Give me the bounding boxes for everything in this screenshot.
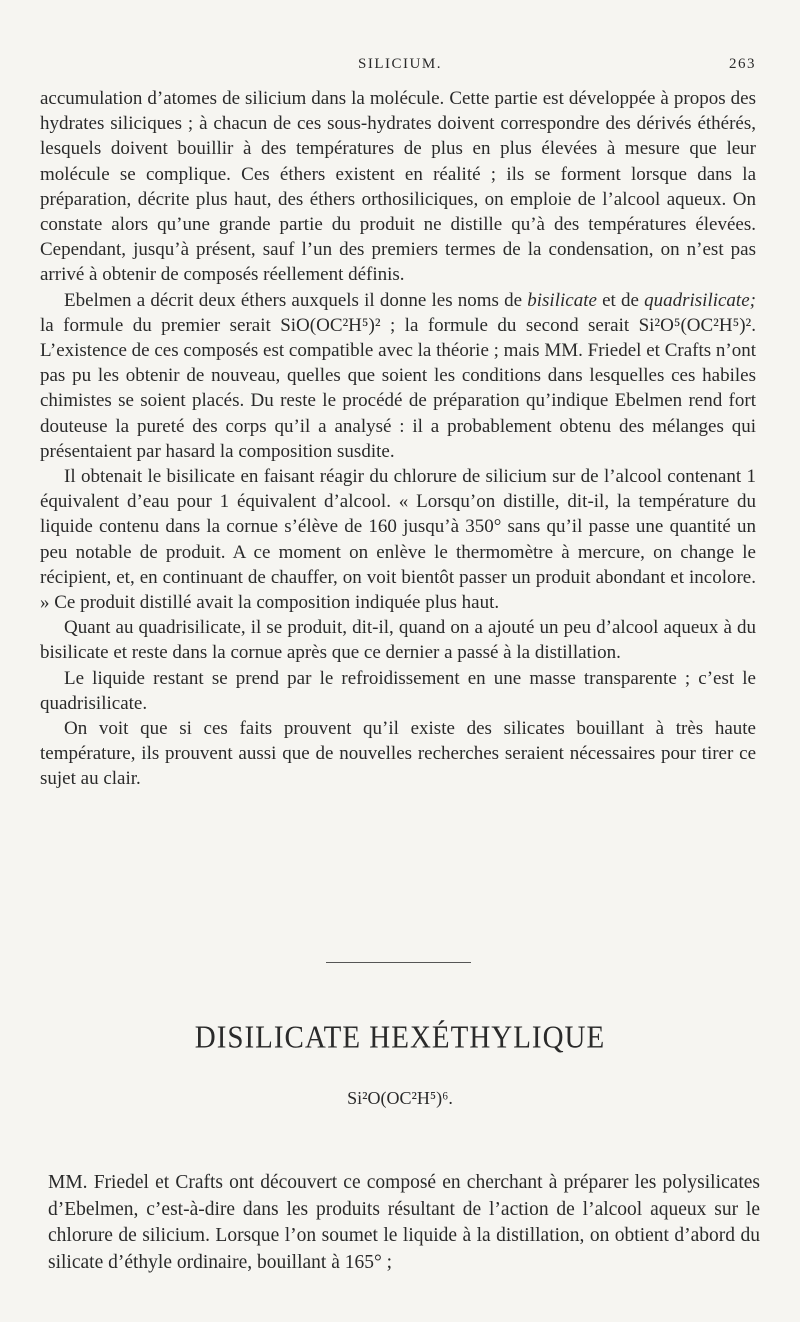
paragraph: Il obtenait le bisilicate en faisant réagir du chlorure de silicium sur de l’alcool contenant 1 équivalent d’eau pour 1 équivalent d’alcool. « Lorsqu’on distille, dit-il, la température du liquide contenu dans la cornue s’élève de 160 jusqu’à 350° sans qu’il passe une quantité un peu notable de produit. A ce moment on enlève le thermomètre à mercure, on change le récipient, et, en continuant de chauffer, on voit bientôt passer un produit abondant et incolore. » Ce produit distillé avait la composition indiquée plus haut. [40,466,756,614]
section-text [48,1170,760,1276]
paragraph: Le liquide restant se prend par le refroidissement en une masse transparente ; c’est le quadrisilicate. [40,667,756,714]
paragraph-ebelmen [40,288,756,464]
page-number: 263 [729,56,756,72]
paragraph: Quant au quadrisilicate, il se produit, dit-il, quand on a ajouté un peu d’alcool aqueux à du bisilicate et reste dans la cornue après que ce dernier a passé à la distillation. [40,617,756,664]
paragraph: On voit que si ces faits prouvent qu’il existe des silicates bouillant à très haute température, ils prouvent aussi que de nouvelles recherches seraient nécessaires pour tirer ce sujet au clair. [40,718,756,790]
main-text [40,86,756,792]
section-divider [326,962,471,963]
section-formula: Si²O(OC²H⁵)⁶. [347,1088,453,1108]
text-run: la formule du premier serait SiO(OC²H⁵)² ; la formule du second serait Si²O⁵(OC²H⁵)². L’existence de ces composés est compatible avec la théorie ; mais MM. Friedel et Crafts n’ont pas pu les obtenir de nouveau, quelles que soient les conditions dans lesquelles ces habiles chimistes se soient placés. Du reste le procédé de préparation qu’indique Ebelmen rend fort douteuse la pureté des corps qu’il a analysé : il a probablement obtenu des mélanges qui présentaient par hasard la composition susdite. [40,314,756,462]
paragraph: MM. Friedel et Crafts ont découvert ce composé en cherchant à préparer les polysilicates d’Ebelmen, c’est-à-dire dans les produits résultant de l’action de l’alcool aqueux sur le chlorure de silicium. Lorsque l’on soumet le liquide à la distillation, on obtient d’abord du silicate d’éthyle ordinaire, bouillant à 165° ; [48,1172,760,1273]
paragraph: accumulation d’atomes de silicium dans la molécule. Cette partie est développée à propos des hydrates siliciques ; à chacun de ces sous-hydrates doivent correspondre des dérivés éthérés, lesquels doivent bouillir à des températures de plus en plus élevées à mesure que leur molécule se complique. Ces éthers existent en réalité ; ils se forment lorsque dans la préparation, décrite plus haut, des éthers orthosiliciques, on emploie de l’alcool aqueux. On constate alors qu’une grande partie du produit ne distille qu’à des températures élevées. Cependant, jusqu’à présent, sauf l’un des premiers termes de la condensation, on n’est pas arrivé à obtenir de composés réellement définis. [40,88,756,286]
text-run: et de [596,289,645,311]
text-run: Ebelmen a décrit deux éthers auxquels il donne les noms de [64,289,528,311]
running-title: SILICIUM. [358,56,442,72]
running-head [40,56,760,78]
section-title: DISILICATE HEXÉTHYLIQUE [194,1020,606,1056]
term-bisilicate: bisilicate [527,289,597,311]
term-quadrisilicate: quadrisilicate; [644,289,756,311]
